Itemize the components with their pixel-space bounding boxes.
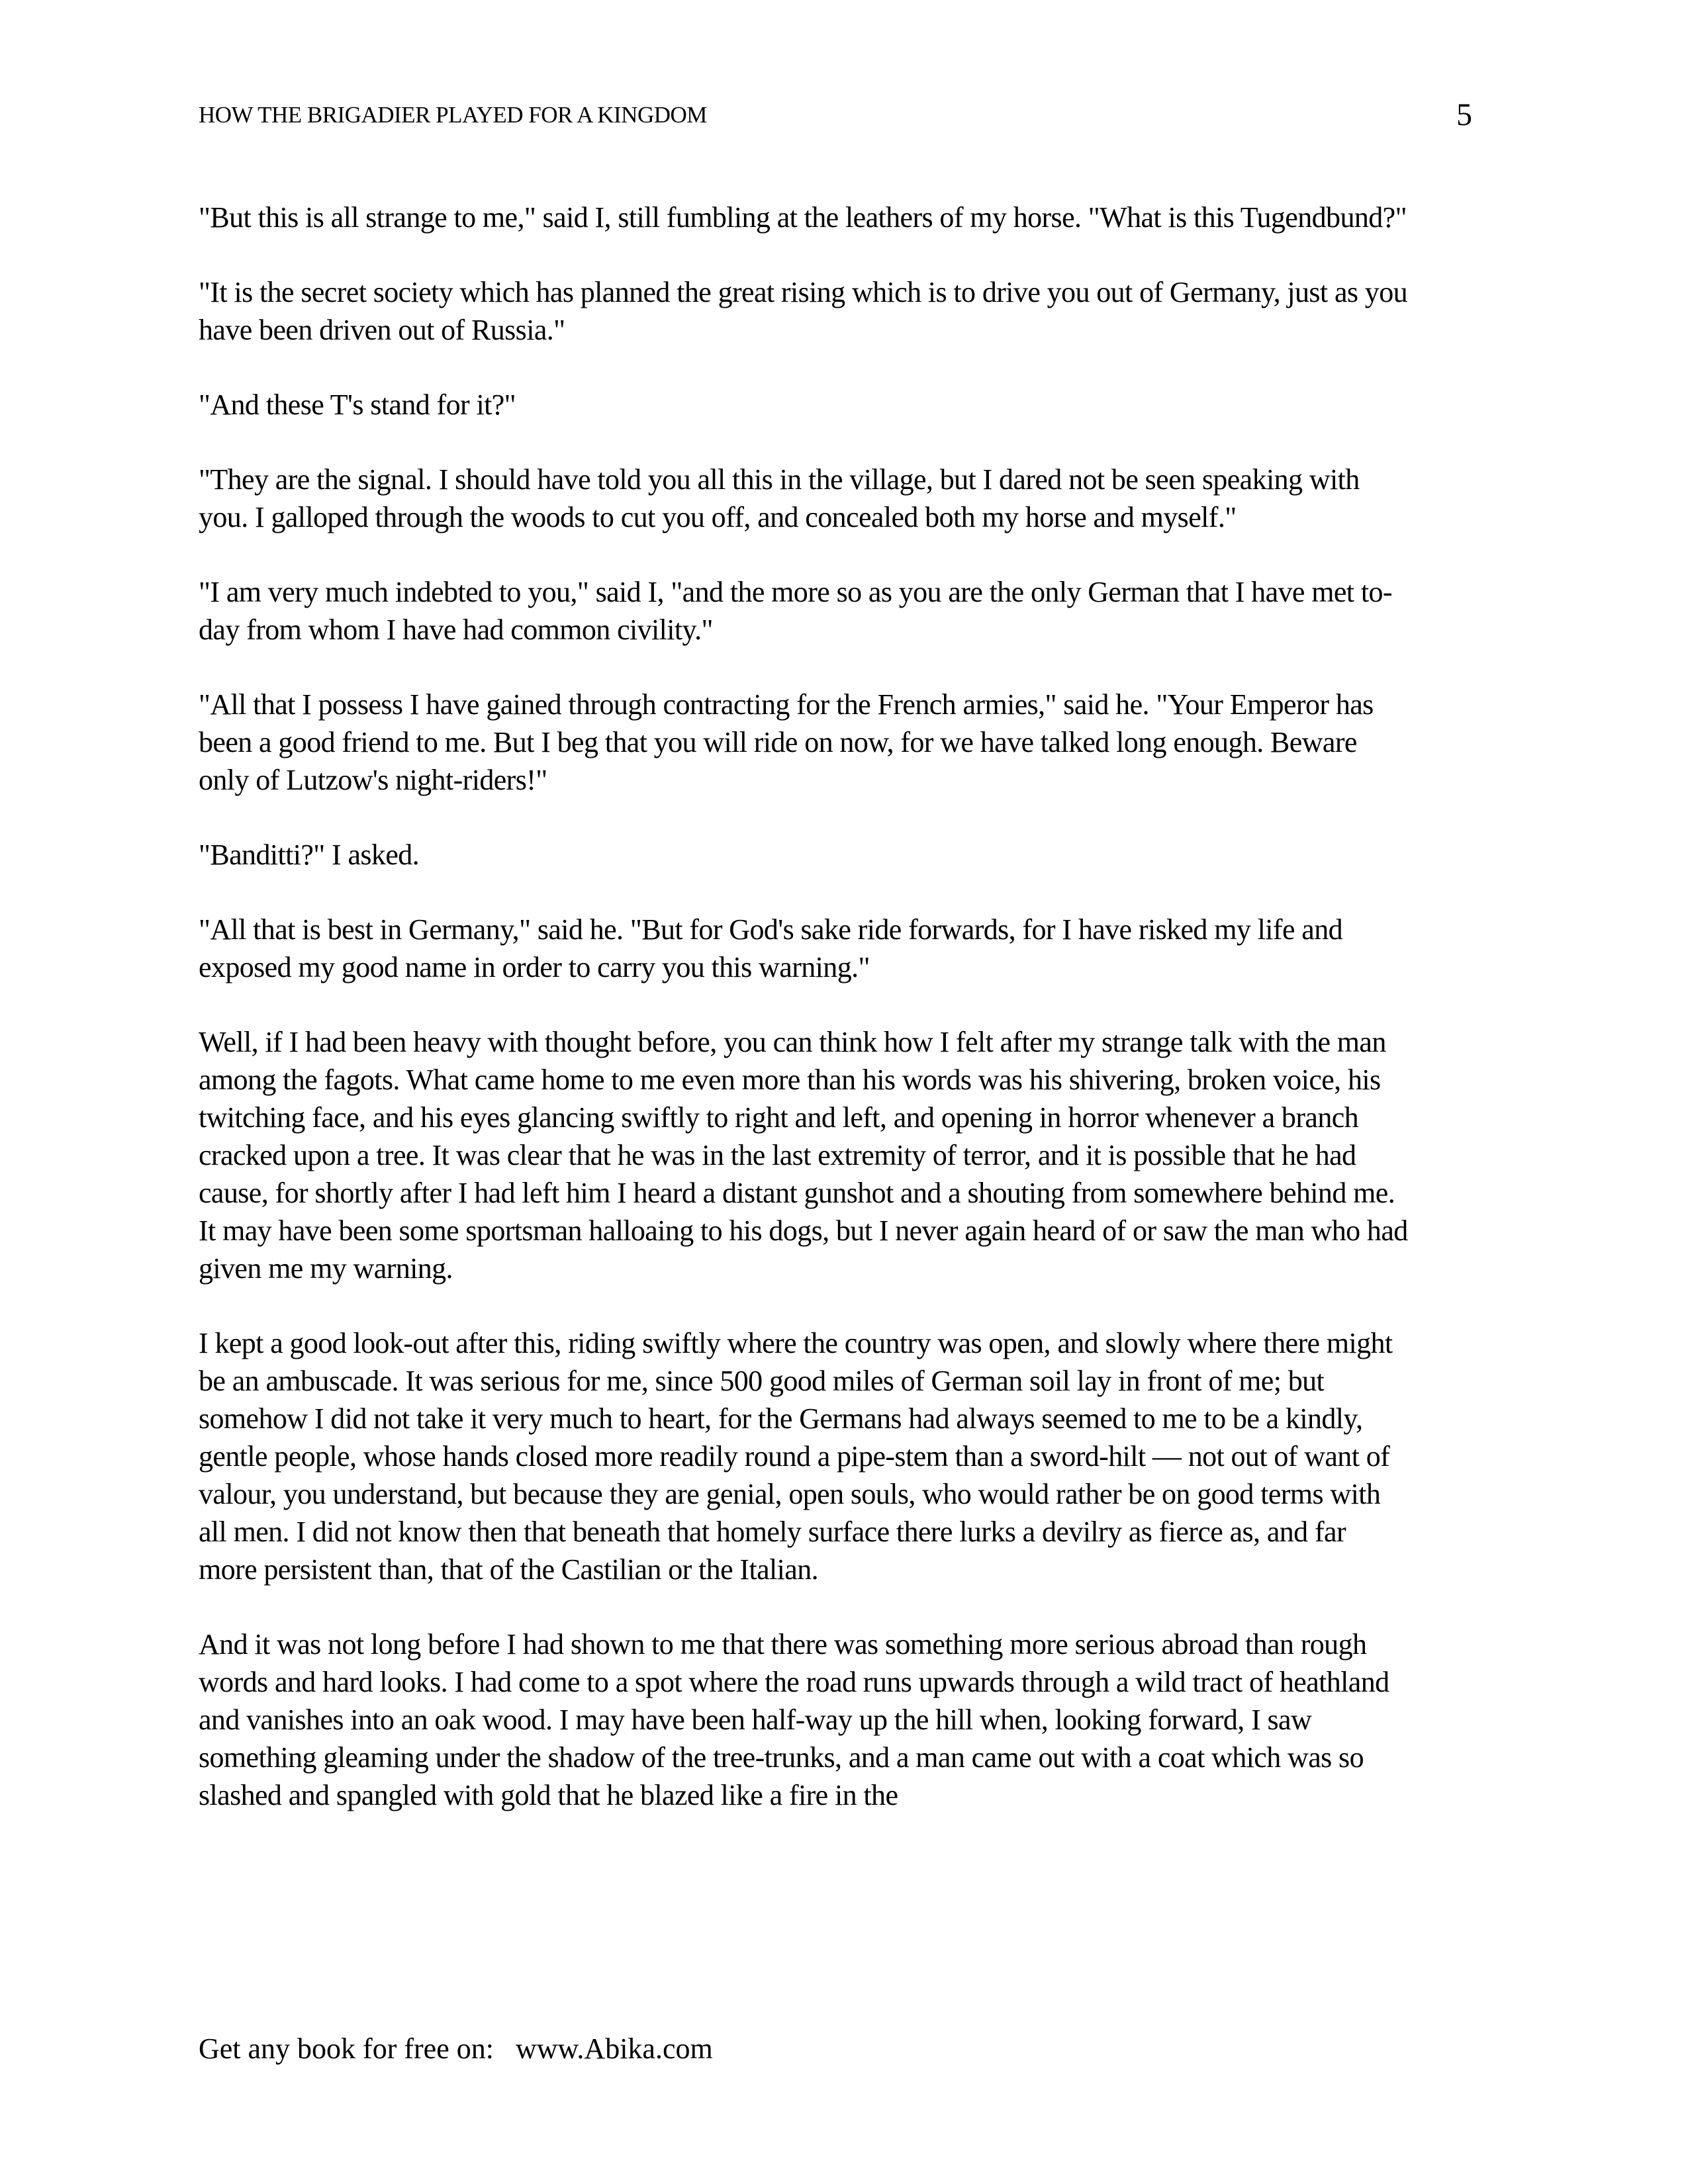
paragraph-3: "And these T's stand for it?"	[199, 388, 516, 421]
page-number: 5	[1456, 97, 1472, 132]
paragraph-6: "All that I possess I have gained through contracting for the French armies," said he. "Your Emperor has been a good friend to me. But I beg that you will ride on now, for we have talked long enough. Beware only of Lutzow's night-riders!"	[199, 688, 1374, 796]
paragraph-9: Well, if I had been heavy with thought before, you can think how I felt after my strange talk with the man among the fagots. What came home to me even more than his words was his shivering, broken voice, his twitching face, and his eyes glancing swiftly to right and left, and opening in horror whenever a branch cracked upon a tree. It was clear that he was in the last extremity of terror, and it is possible that he had cause, for shortly after I had left him I heard a distant gunshot and a shouting from somewhere behind me. It may have been some sportsman halloaing to his dogs, but I never again heard of or saw the man who had given me my warning.	[199, 1026, 1408, 1285]
body-text	[199, 199, 1410, 1851]
footer-promo: Get any book for free on: www.Abika.com	[199, 2032, 713, 2065]
paragraph-4: "They are the signal. I should have told you all this in the village, but I dared not be seen speaking with you. I galloped through the woods to cut you off, and concealed both my horse and myself."	[199, 463, 1360, 533]
paragraph-11: And it was not long before I had shown to me that there was something more serious abroad than rough words and hard looks. I had come to a spot where the road runs upwards through a wild tract of heathland and vanishes into an oak wood. I may have been half-way up the hill when, looking forward, I saw something gleaming under the shadow of the tree-trunks, and a man came out with a coat which was so slashed and spangled with gold that he blazed like a fire in the	[199, 1628, 1389, 1811]
paragraph-7: "Banditti?" I asked.	[199, 839, 420, 871]
paragraph-8: "All that is best in Germany," said he. "But for God's sake ride forwards, for I have risked my life and exposed my good name in order to carry you this warning."	[199, 913, 1343, 983]
paragraph-2: "It is the secret society which has planned the great rising which is to drive you out of Germany, just as you have been driven out of Russia."	[199, 276, 1408, 346]
paragraph-1: "But this is all strange to me," said I, still fumbling at the leathers of my horse. "What is this Tugendbund?"	[199, 201, 1407, 234]
paragraph-5: "I am very much indebted to you," said I, "and the more so as you are the only German that I have met to-day from whom I have had common civility."	[199, 576, 1392, 646]
running-title: HOW THE BRIGADIER PLAYED FOR A KINGDOM	[199, 102, 707, 128]
paragraph-10: I kept a good look-out after this, riding swiftly where the country was open, and slowly where there might be an ambuscade. It was serious for me, since 500 good miles of German soil lay in front of me; but somehow I did not take it very much to heart, for the Germans had always seemed to me to be a kindly, gentle people, whose hands closed more readily round a pipe-stem than a sword-hilt — not out of want of valour, you understand, but because they are genial, open souls, who would rather be on good terms with all men. I did not know then that beneath that homely surface there lurks a devilry as fierce as, and far more persistent than, that of the Castilian or the Italian.	[199, 1327, 1393, 1586]
